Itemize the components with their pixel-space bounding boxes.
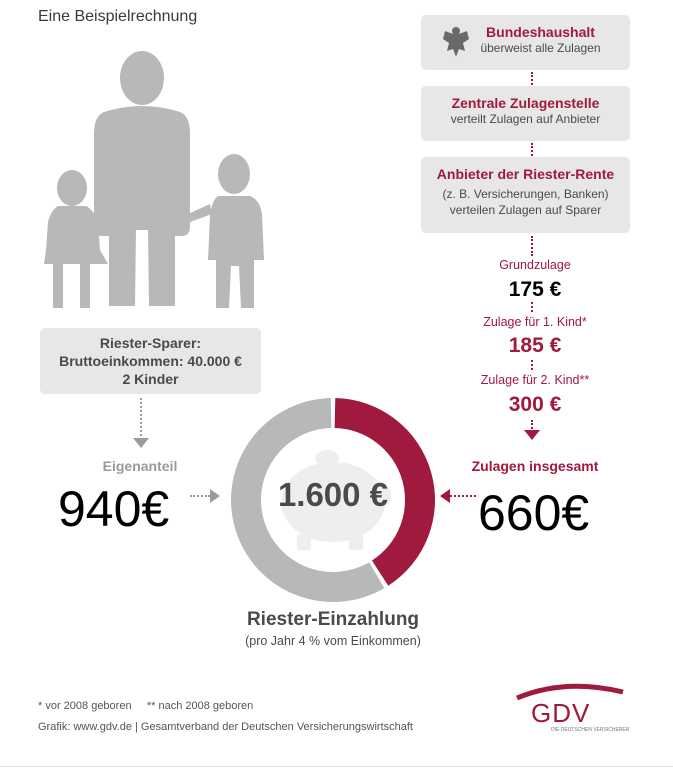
source-credit: Grafik: www.gdv.de | Gesamtverband der Deutschen Versicherungswirtschaft [38, 721, 413, 733]
saver-connector [140, 398, 142, 440]
child1-allowance-value: 185 € [508, 334, 562, 357]
total-allowance-label: Zulagen insgesamt [471, 458, 599, 474]
chain-connector-3 [531, 236, 533, 256]
allowance-arrow-icon [524, 430, 540, 440]
saver-arrow-icon [133, 438, 149, 448]
central-office-title: Zentrale Zulagenstelle [451, 95, 600, 111]
logo-tagline: DIE DEUTSCHEN VERSICHERER [551, 727, 630, 733]
own-share-connector [190, 495, 210, 497]
total-allowance-value: 660€ [478, 485, 590, 541]
provider-title: Anbieter der Riester-Rente [436, 166, 615, 182]
central-office-sub: verteilt Zulagen auf Anbieter [450, 112, 601, 126]
federal-budget-sub: überweist alle Zulagen [480, 41, 601, 55]
central-office-box [421, 86, 630, 141]
total-amount: 1.600 € [277, 476, 389, 513]
bottom-rule [0, 766, 673, 767]
federal-budget-box [421, 15, 630, 70]
chain-connector-1 [531, 72, 533, 85]
provider-sub-2: verteilen Zulagen auf Sparer [449, 203, 602, 217]
basic-allowance-label: Grundzulage [499, 258, 571, 272]
own-share-value: 940€ [58, 481, 170, 537]
own-share-arrow-icon [210, 489, 220, 503]
chain-connector-2 [531, 143, 533, 156]
allowance-to-ring-connector [450, 495, 476, 497]
child2-allowance-value: 300 € [508, 393, 562, 416]
deposit-sub: (pro Jahr 4 % vom Einkommen) [245, 634, 421, 648]
saver-line-1: Riester-Sparer: [99, 335, 202, 351]
federal-eagle-icon [441, 25, 471, 59]
gdv-logo [515, 682, 635, 734]
child2-allowance-label: Zulage für 2. Kind** [480, 373, 590, 387]
allowance-to-ring-arrow-icon [440, 489, 450, 503]
federal-budget-title: Bundeshaushalt [486, 24, 595, 40]
saver-line-3: 2 Kinder [122, 371, 179, 387]
child1-allowance-label: Zulage für 1. Kind* [483, 315, 587, 329]
footnote: * vor 2008 geboren ** nach 2008 geboren [38, 700, 254, 712]
chain-connector-5 [531, 360, 533, 370]
boy-figure [188, 154, 264, 308]
provider-box [421, 157, 630, 233]
provider-sub-1: (z. B. Versicherungen, Banken) [442, 187, 609, 201]
saver-line-2: Bruttoeinkommen: 40.000 € [59, 353, 242, 369]
page-title: Eine Beispielrechnung [38, 8, 198, 25]
logo-text: GDV [531, 698, 591, 728]
chain-connector-4 [531, 302, 533, 312]
deposit-title: Riester-Einzahlung [246, 609, 420, 630]
own-share-label: Eigenanteil [102, 458, 178, 474]
saver-info-box [40, 328, 261, 394]
adult-figure [94, 51, 190, 306]
basic-allowance-value: 175 € [508, 278, 562, 301]
family-illustration [38, 50, 270, 312]
